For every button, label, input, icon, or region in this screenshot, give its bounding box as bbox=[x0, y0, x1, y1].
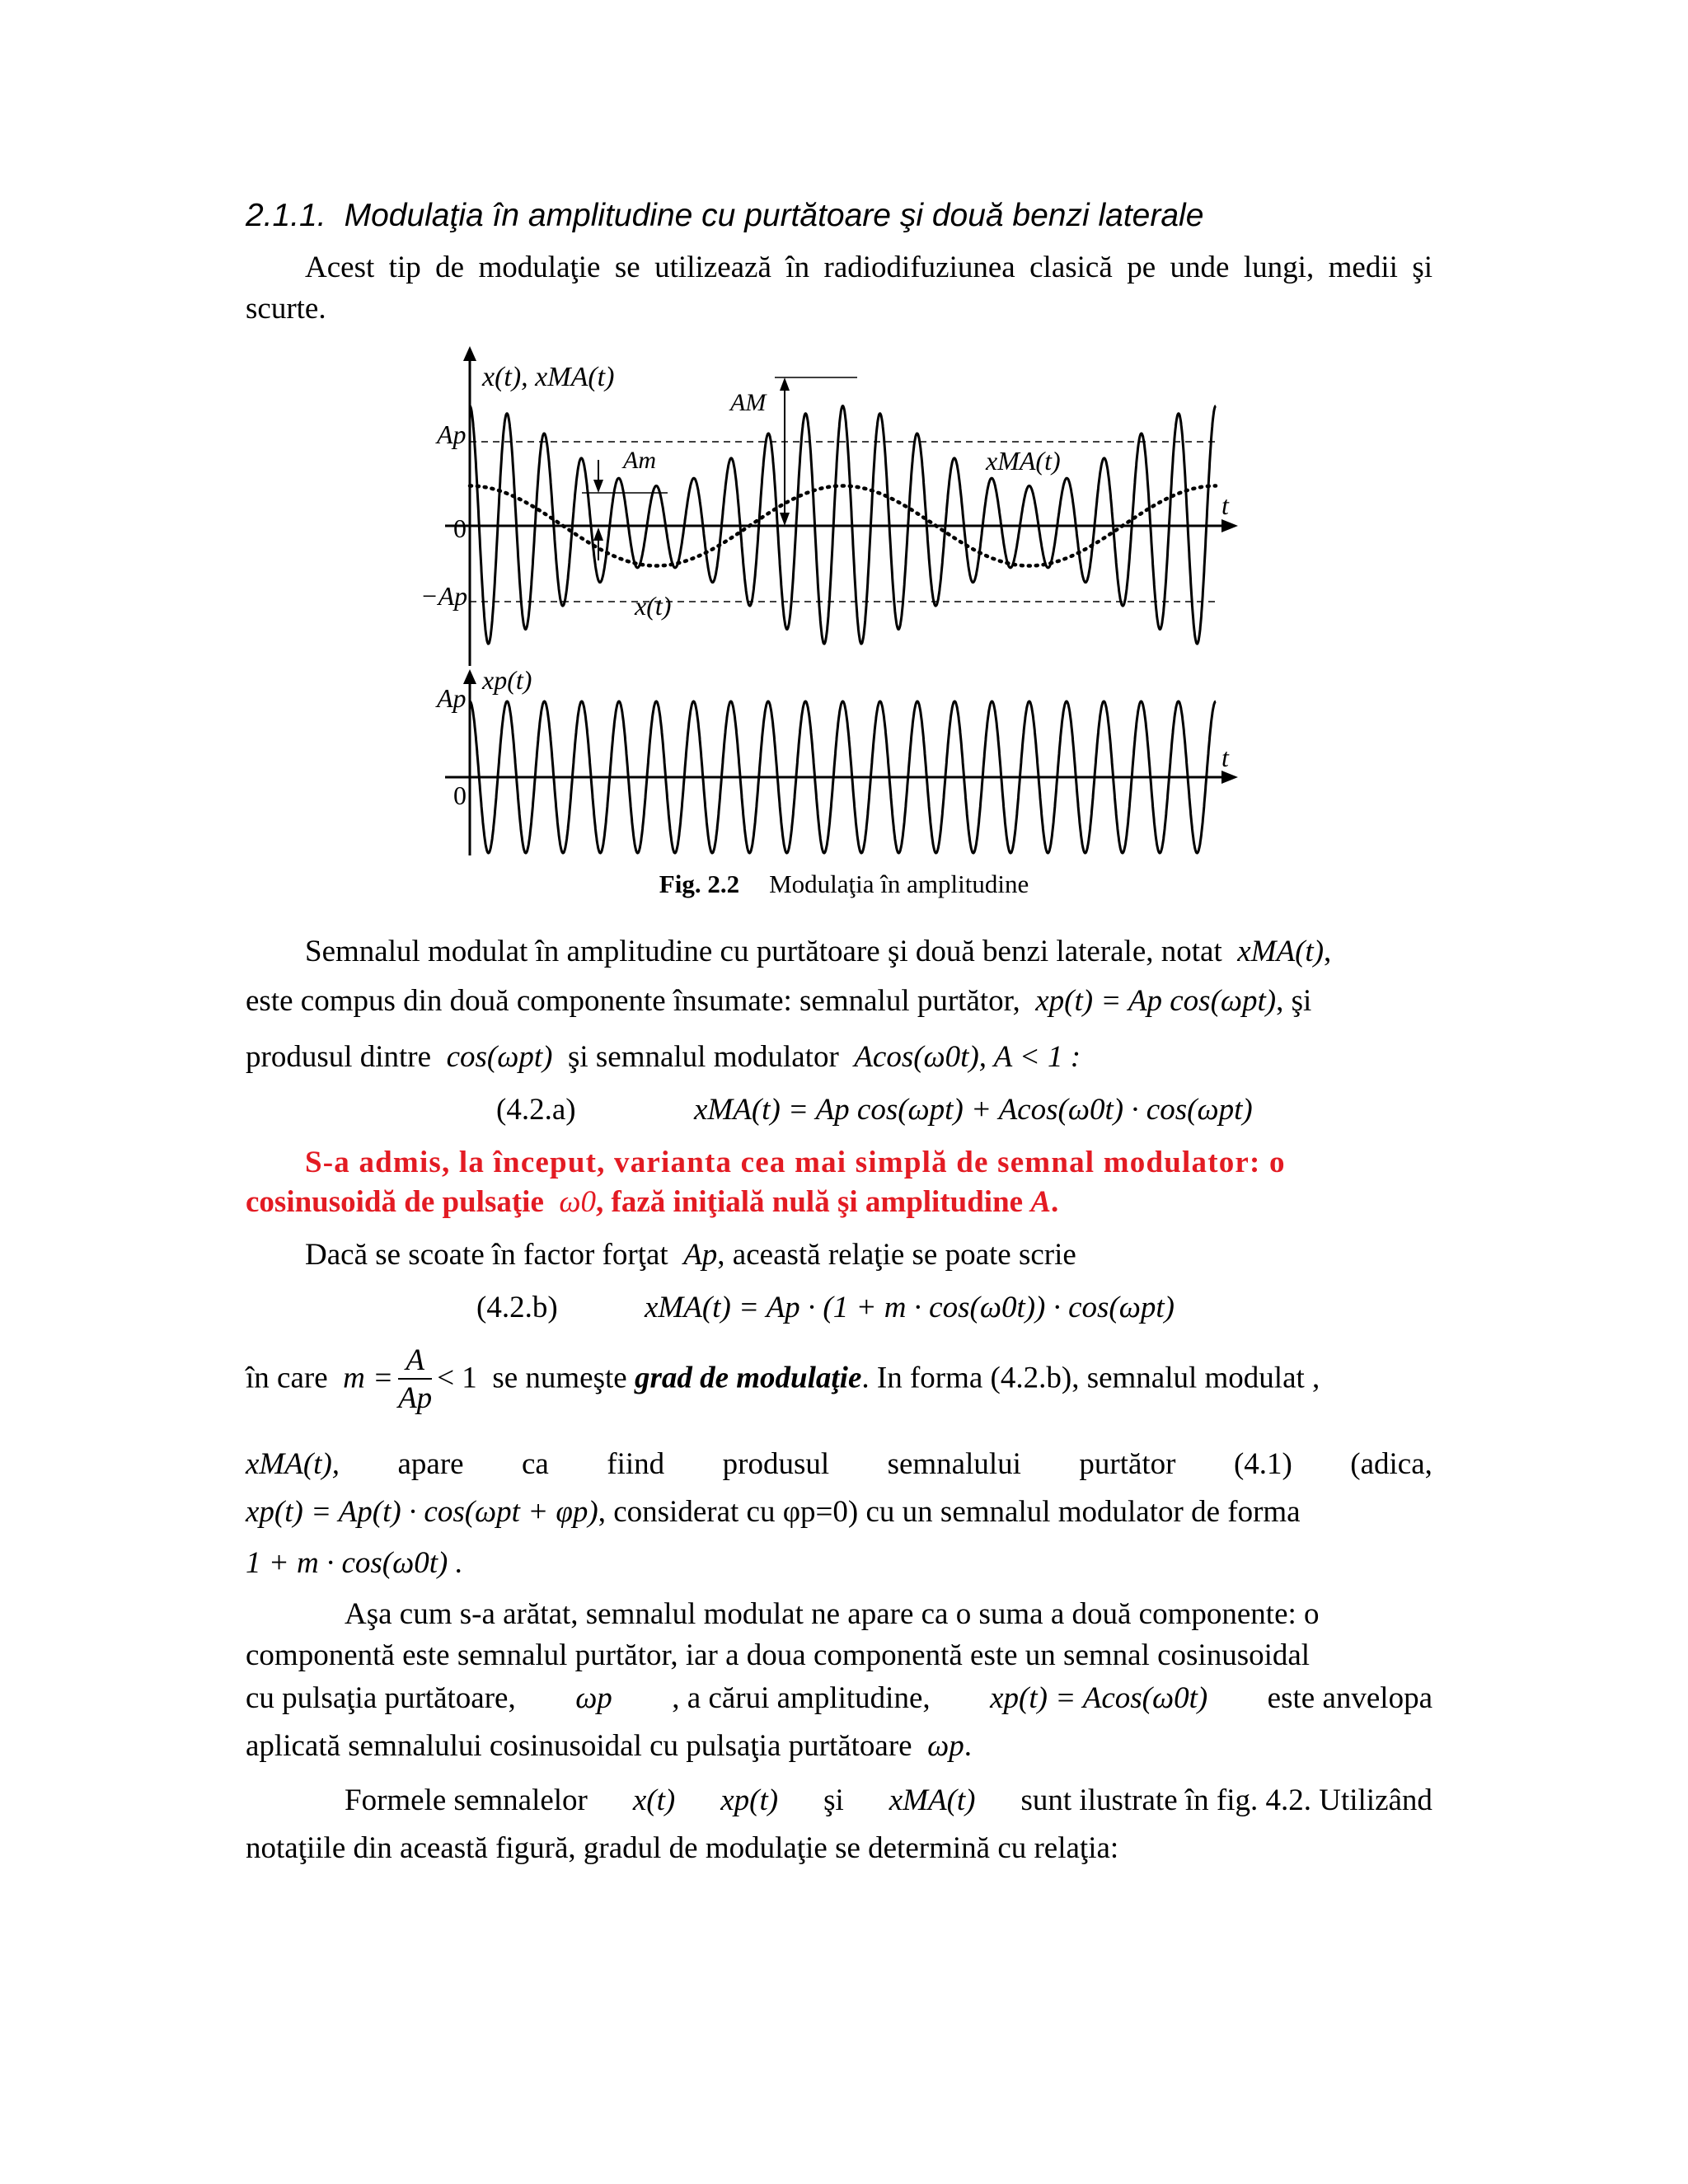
eq-b-label: (4.2.b) bbox=[476, 1291, 558, 1324]
highlight-l2-text: cosinusoidă de pulsaţie bbox=[246, 1185, 544, 1219]
am-big-label: AM bbox=[730, 389, 767, 416]
p5-text2: şi bbox=[823, 1783, 844, 1817]
p2-symbol: Ap bbox=[683, 1238, 718, 1272]
bottom-zero-label: 0 bbox=[453, 780, 467, 810]
eq-b-formula: xMA(t) = Ap · (1 + m · cos(ω0t)) · cos(ωpt) bbox=[645, 1291, 1175, 1324]
modulation-fraction bbox=[398, 1343, 432, 1418]
ap-label: Ap bbox=[437, 419, 467, 449]
highlight-line1 bbox=[305, 1142, 1432, 1183]
eq-a-formula: xMA(t) = Ap cos(ωpt) + Acos(ω0t) · cos(ωpt) bbox=[694, 1093, 1253, 1127]
p3-bold-term: grad de modulaţie bbox=[634, 1361, 862, 1395]
section-title: Modulaţia în amplitudine cu purtătoare şi două benzi laterale bbox=[344, 198, 1204, 233]
p3-line4 bbox=[246, 1543, 463, 1584]
intro-paragraph: Acest tip de modulaţie se utilizează în radiodifuziunea clasică pe unde lungi, medii şi scurte. bbox=[246, 251, 1432, 326]
fraction-numerator: A bbox=[398, 1343, 432, 1380]
p1-l2-equation: xp(t) = Ap cos(ωpt) bbox=[1035, 984, 1277, 1018]
highlight-l1-spread bbox=[305, 1142, 1432, 1183]
p3-line1 bbox=[246, 1343, 1320, 1418]
top-t-arrow bbox=[1221, 519, 1238, 532]
p3-w9: (adica, bbox=[1350, 1447, 1432, 1481]
am-arrow-head-down bbox=[780, 513, 790, 526]
xma-curve-label: xMA(t) bbox=[986, 446, 1061, 476]
figure-caption bbox=[0, 869, 1688, 899]
highlight-l1-text: S-a admis, la început, varianta cea mai simplă de semnal modulator: o bbox=[305, 1146, 1286, 1179]
p3-text: în care bbox=[246, 1361, 328, 1395]
caption-text: Modulaţia în amplitudine bbox=[769, 869, 1029, 898]
p3-lt: < 1 bbox=[437, 1361, 477, 1395]
p4-line3 bbox=[246, 1678, 1432, 1719]
fraction-denominator: Ap bbox=[398, 1381, 433, 1415]
p1-l3-symbol2: Acos(ω0t), A < 1 : bbox=[854, 1040, 1081, 1074]
p3-l3-text: , considerat cu φp=0) cu un semnalul modulator de forma bbox=[598, 1495, 1301, 1529]
p2-line bbox=[305, 1235, 1076, 1276]
p3-w1: xMA(t), bbox=[246, 1447, 340, 1481]
p1-line3 bbox=[246, 1037, 1081, 1078]
p3-line2 bbox=[246, 1444, 1432, 1485]
p5-l2-text: notaţiile din această figură, gradul de modulaţie se determină cu relaţia: bbox=[246, 1831, 1119, 1865]
p5-text3: sunt ilustrate în fig. 4.2. Utilizând bbox=[1020, 1783, 1432, 1817]
neg-ap-label: −Ap bbox=[420, 581, 468, 611]
p3-l2-spread bbox=[246, 1444, 1432, 1485]
p1-line2 bbox=[246, 981, 1432, 1022]
p5-line2 bbox=[246, 1828, 1118, 1869]
p5-l1-spread bbox=[345, 1780, 1432, 1821]
p3-line3 bbox=[246, 1492, 1301, 1533]
am-small-arrow-head-down bbox=[593, 480, 603, 493]
p2-text: Dacă se scoate în factor forţat bbox=[305, 1238, 668, 1272]
top-y-arrow bbox=[463, 346, 476, 361]
p4-l3-equation: xp(t) = Acos(ω0t) bbox=[990, 1681, 1208, 1715]
section-number: 2.1.1. bbox=[246, 198, 326, 233]
p3-w7: purtător bbox=[1079, 1447, 1176, 1481]
p4-l3-symbol: ωp bbox=[575, 1681, 612, 1715]
p1-line1: Semnalul modulat în amplitudine cu purtătoare şi două benzi laterale, notat xMA(t), bbox=[305, 935, 1332, 968]
p1-l1-symbol: xMA(t) bbox=[1237, 935, 1325, 968]
p4-line4 bbox=[246, 1726, 972, 1767]
am-small-label: Am bbox=[623, 447, 656, 474]
p4-l3-spread bbox=[246, 1678, 1432, 1719]
p1-l3-symbol1: cos(ωpt) bbox=[446, 1040, 553, 1074]
p4-l1-text: Aşa cum s-a arătat, semnalul modulat ne apare ca o suma a două componente: o bbox=[345, 1597, 1320, 1631]
bottom-t-label: t bbox=[1221, 743, 1229, 772]
p4-line1 bbox=[345, 1594, 1432, 1635]
x-curve-label: x(t) bbox=[635, 591, 672, 621]
top-t-label: t bbox=[1221, 490, 1229, 520]
p3-l3-equation: xp(t) = Ap(t) · cos(ωpt + φp) bbox=[246, 1495, 598, 1529]
p3-text2: se numeşte bbox=[492, 1361, 627, 1395]
equation-4-2-a bbox=[496, 1090, 1253, 1131]
p1-l2-end: , şi bbox=[1276, 984, 1312, 1018]
bottom-axis-label: xp(t) bbox=[482, 665, 532, 695]
p5-symbol1: x(t) bbox=[632, 1783, 676, 1817]
p3-w8: (4.1) bbox=[1233, 1447, 1292, 1481]
p3-m-eq: m = bbox=[343, 1361, 394, 1395]
p3-w5: produsul bbox=[722, 1447, 830, 1481]
p3-w2: apare bbox=[397, 1447, 464, 1481]
equation-4-2-b bbox=[476, 1287, 1175, 1329]
p1-l1-text: Semnalul modulat în amplitudine cu purtătoare şi două benzi laterale, notat bbox=[305, 935, 1222, 968]
p4-l2-text: componentă este semnalul purtător, iar a doua componentă este un semnal cosinusoidal bbox=[246, 1638, 1311, 1672]
p3-w3: ca bbox=[522, 1447, 549, 1481]
bottom-ap-label: Ap bbox=[437, 683, 467, 713]
p5-line1 bbox=[345, 1780, 1432, 1821]
p3-text3: . In forma (4.2.b), semnalul modulat , bbox=[861, 1361, 1320, 1395]
caption-number: Fig. 2.2 bbox=[659, 869, 740, 898]
highlight-l2-text2: , fază iniţială nulă şi amplitudine bbox=[596, 1185, 1024, 1219]
p4-l3-text: cu pulsaţia purtătoare, bbox=[246, 1681, 516, 1715]
p4-l3-text2: , a cărui amplitudine, bbox=[672, 1681, 931, 1715]
p4-l4-end: . bbox=[964, 1729, 972, 1763]
highlight-l2-A: A bbox=[1030, 1185, 1052, 1219]
p5-symbol3: xMA(t) bbox=[889, 1783, 976, 1817]
top-axis-label: x(t), xMA(t) bbox=[482, 362, 615, 392]
p4-l1-spread bbox=[345, 1594, 1432, 1635]
p5-symbol2: xp(t) bbox=[720, 1783, 779, 1817]
highlight-l2-end: . bbox=[1051, 1185, 1059, 1219]
highlight-line2 bbox=[246, 1182, 1058, 1223]
p1-l2-text: este compus din două componente însumate: semnalul purtător, bbox=[246, 984, 1020, 1018]
p3-w4: fiind bbox=[607, 1447, 665, 1481]
eq-a-label: (4.2.a) bbox=[496, 1093, 576, 1127]
p3-w6: semnalului bbox=[887, 1447, 1021, 1481]
p4-l4-text: aplicată semnalului cosinusoidal cu pulsaţia purtătoare bbox=[246, 1729, 912, 1763]
am-small-arrow-head-up bbox=[593, 527, 603, 541]
p4-line2 bbox=[246, 1635, 1310, 1676]
p3-l4-equation: 1 + m · cos(ω0t) . bbox=[246, 1546, 463, 1580]
p4-l4-symbol: ωp bbox=[927, 1729, 964, 1763]
p1-l3-text2: şi semnalul modulator bbox=[567, 1040, 839, 1074]
bottom-t-arrow bbox=[1221, 771, 1238, 784]
modulation-figure bbox=[396, 344, 1253, 872]
section-heading bbox=[246, 194, 1449, 237]
am-arrow-head-up bbox=[780, 377, 790, 391]
bottom-y-arrow bbox=[463, 669, 476, 684]
zero-label: 0 bbox=[453, 513, 467, 543]
p5-text: Formele semnalelor bbox=[345, 1783, 588, 1817]
p1-l3-text: produsul dintre bbox=[246, 1040, 432, 1074]
p2-text2: , această relaţie se poate scrie bbox=[717, 1238, 1076, 1272]
p4-l3-text3: este anvelopa bbox=[1267, 1681, 1432, 1715]
highlight-l2-symbol: ω0 bbox=[559, 1185, 596, 1219]
